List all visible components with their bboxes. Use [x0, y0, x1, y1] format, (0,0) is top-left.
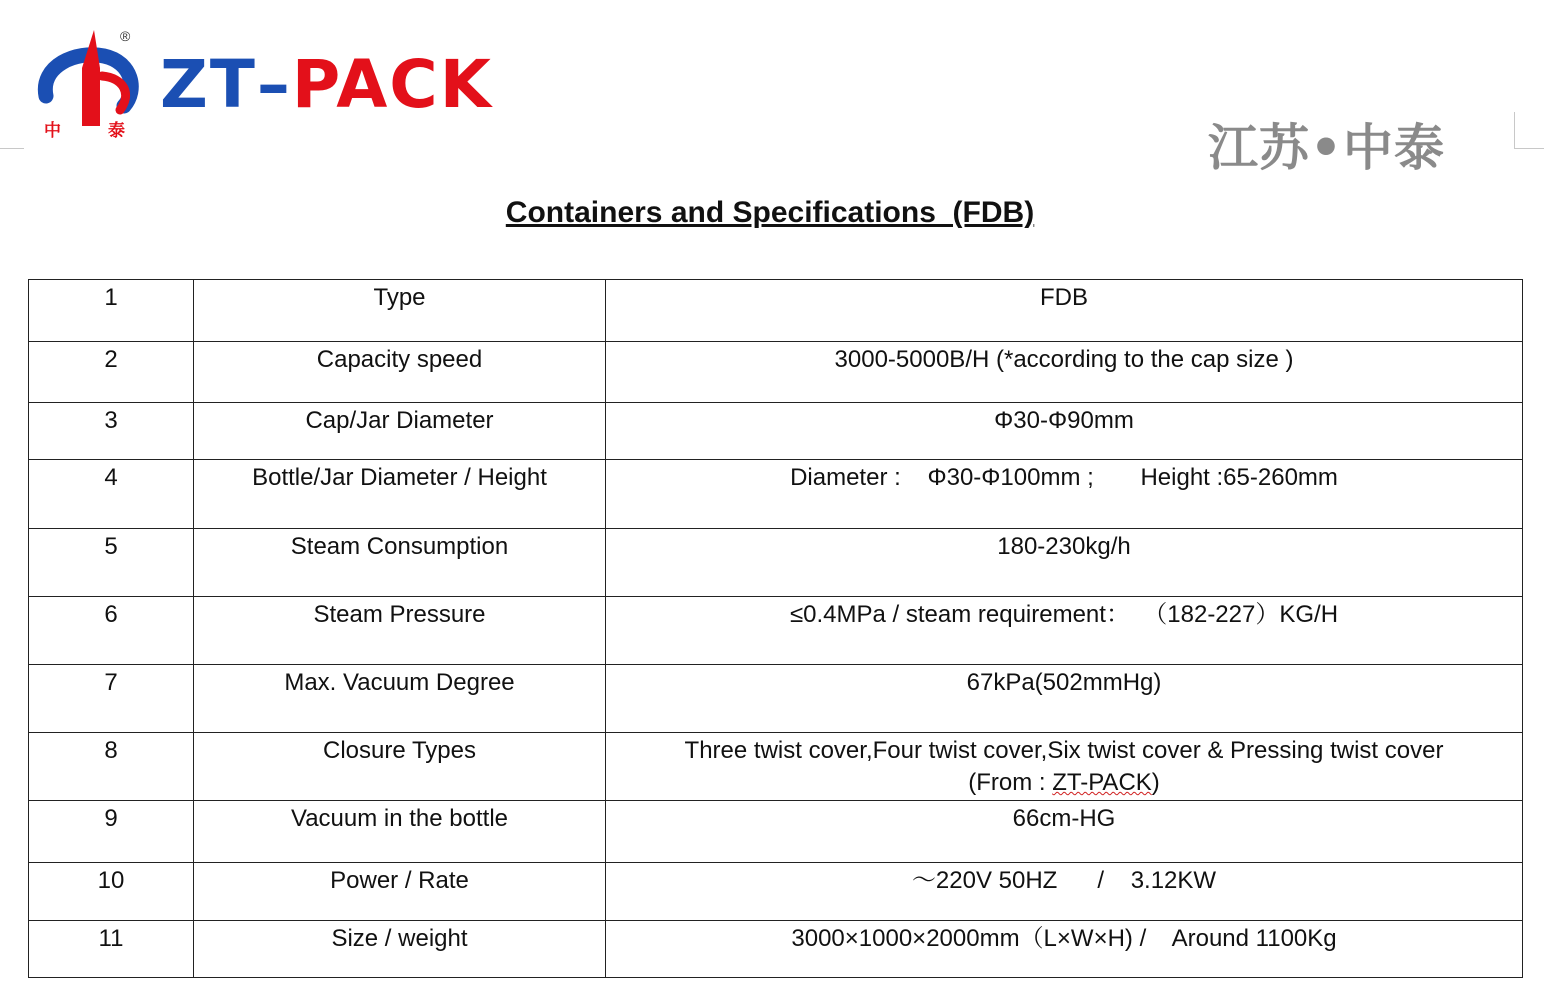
spec-value: ≤0.4MPa / steam requirement： （182-227）KG/H [606, 597, 1523, 665]
logo-text-left: 中 [44, 121, 61, 141]
table-row [29, 733, 1523, 801]
table-row [29, 342, 1523, 403]
table-row [29, 863, 1523, 921]
row-number: 10 [29, 863, 194, 921]
spec-value: 67kPa(502mmHg) [606, 665, 1523, 733]
brand-part1: ZT [160, 46, 257, 123]
row-number: 8 [29, 733, 194, 801]
spec-item: Capacity speed [194, 342, 606, 403]
zt-pack-logo-icon [36, 28, 146, 143]
row-number: 11 [29, 921, 194, 978]
row-number: 4 [29, 460, 194, 529]
registered-mark: ® [120, 28, 131, 44]
row-number: 2 [29, 342, 194, 403]
closure-source-brand: ZT-PACK [1052, 769, 1152, 796]
brand-dash: – [256, 46, 292, 123]
row-number: 1 [29, 280, 194, 342]
page-corner-mark-left [0, 148, 24, 149]
table-row [29, 921, 1523, 978]
spec-item: Power / Rate [194, 863, 606, 921]
brand-part2: PACK [291, 46, 493, 123]
chinese-company-name: 江苏•中泰 [1208, 119, 1445, 177]
spec-item: Closure Types [194, 733, 606, 801]
spec-value: 180-230kg/h [606, 529, 1523, 597]
spec-value: Φ30-Φ90mm [606, 403, 1523, 460]
spec-value: ～220V 50HZ / 3.12KW [606, 863, 1523, 921]
row-number: 7 [29, 665, 194, 733]
table-row [29, 280, 1523, 342]
spec-value: FDB [606, 280, 1523, 342]
table-row [29, 403, 1523, 460]
brand-name [160, 46, 493, 123]
spec-value: 3000-5000B/H (*according to the cap size ) [606, 342, 1523, 403]
row-number: 3 [29, 403, 194, 460]
spec-table [28, 279, 1523, 978]
spec-item: Type [194, 280, 606, 342]
spec-item: Bottle/Jar Diameter / Height [194, 460, 606, 529]
table-row [29, 801, 1523, 863]
row-number: 5 [29, 529, 194, 597]
spec-value [606, 733, 1523, 801]
closure-source-prefix: (From : [968, 769, 1053, 796]
row-number: 9 [29, 801, 194, 863]
document-title: Containers and Specifications (FDB) [505, 196, 1035, 229]
spec-value: Diameter : Φ30-Φ100mm ; Height :65-260mm [606, 460, 1523, 529]
page-corner-mark-right [1514, 112, 1544, 149]
spec-item: Vacuum in the bottle [194, 801, 606, 863]
spec-item: Max. Vacuum Degree [194, 665, 606, 733]
table-row [29, 665, 1523, 733]
table-row [29, 529, 1523, 597]
spec-item: Steam Consumption [194, 529, 606, 597]
spec-item: Cap/Jar Diameter [194, 403, 606, 460]
spec-item: Steam Pressure [194, 597, 606, 665]
logo-text-right: 泰 [108, 121, 125, 141]
closure-types-line1: Three twist cover,Four twist cover,Six twist cover & Pressing twist cover [684, 737, 1444, 764]
spec-value: 3000×1000×2000mm（L×W×H) / Around 1100Kg [606, 921, 1523, 978]
spec-value: 66cm-HG [606, 801, 1523, 863]
closure-source-suffix: ) [1151, 769, 1160, 796]
table-row [29, 460, 1523, 529]
row-number: 6 [29, 597, 194, 665]
spec-item: Size / weight [194, 921, 606, 978]
table-row [29, 597, 1523, 665]
